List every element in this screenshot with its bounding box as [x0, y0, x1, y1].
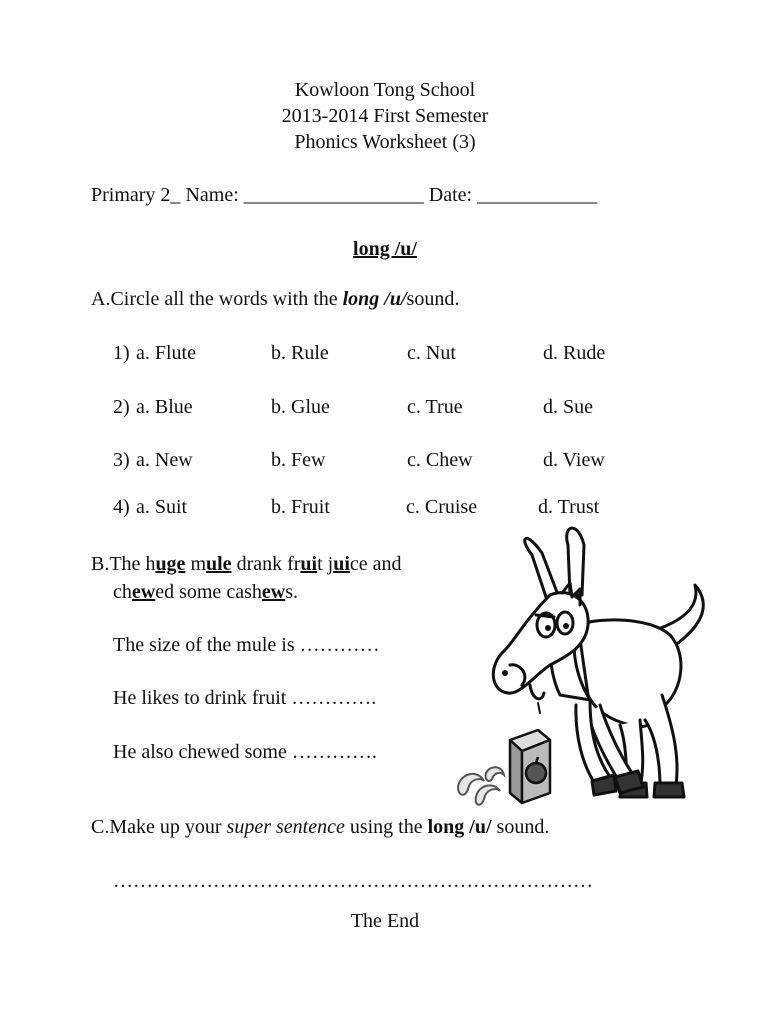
- option-row: [113, 496, 130, 519]
- row-number: 2): [113, 396, 130, 418]
- section-a-instruction: [91, 288, 459, 311]
- section-c-italic: super sentence: [226, 816, 345, 838]
- date-blank[interactable]: ____________: [477, 184, 598, 206]
- option-word[interactable]: c. Chew: [407, 449, 473, 471]
- option-word[interactable]: b. Fruit: [271, 496, 330, 518]
- option-word[interactable]: d. Trust: [538, 496, 600, 518]
- sentence-text: ed some cash: [155, 581, 262, 603]
- semester-title: 2013-2014 First Semester: [281, 105, 489, 127]
- worksheet-title: Phonics Worksheet (3): [294, 131, 476, 153]
- section-b-sentence-line2: [113, 581, 298, 604]
- option-row: [113, 449, 130, 472]
- sentence-text: t j: [317, 553, 334, 575]
- option-word[interactable]: b. Rule: [271, 342, 329, 364]
- sentence-text: m: [185, 553, 206, 575]
- option-row: [113, 396, 130, 419]
- mule-illustration: [450, 525, 720, 815]
- phonics-highlight: ui: [300, 553, 318, 575]
- footer-the-end: The End: [350, 910, 420, 932]
- phonics-highlight: ew: [131, 581, 156, 603]
- date-label: Date:: [428, 184, 473, 206]
- answer-line[interactable]: ………………………………………………………………: [113, 870, 593, 892]
- sentence-text: ce and: [349, 553, 402, 575]
- section-c-text-end: sound.: [491, 816, 550, 838]
- row-number: 3): [113, 449, 130, 471]
- option-word[interactable]: d. View: [543, 449, 605, 471]
- option-word[interactable]: a. Flute: [136, 342, 196, 364]
- section-a-text-end: sound.: [406, 288, 460, 310]
- section-c-label: C.: [91, 816, 110, 838]
- name-blank[interactable]: __________________: [243, 184, 424, 206]
- option-row: [113, 342, 130, 365]
- question-chewed: He also chewed some ………….: [113, 741, 377, 763]
- row-number: 4): [113, 496, 130, 518]
- section-c-instruction: [91, 816, 549, 839]
- class-label: Primary 2_: [91, 184, 181, 206]
- option-word[interactable]: c. Cruise: [406, 496, 478, 518]
- row-number: 1): [113, 342, 130, 364]
- sentence-text: s.: [285, 581, 298, 603]
- phonics-highlight: ule: [206, 553, 232, 575]
- option-word[interactable]: a. New: [136, 449, 193, 471]
- sentence-text: drank fr: [231, 553, 301, 575]
- phonics-highlight: ui: [333, 553, 350, 575]
- option-word[interactable]: b. Few: [271, 449, 326, 471]
- topic-heading: [0, 238, 770, 261]
- section-b-label: B.: [91, 553, 110, 575]
- section-c-text: Make up your: [109, 816, 227, 838]
- sentence-text: The h: [109, 553, 156, 575]
- option-word[interactable]: a. Blue: [136, 396, 193, 418]
- section-a-emphasis: long /u/: [342, 288, 407, 310]
- topic-text: long /u/: [353, 238, 417, 260]
- option-word[interactable]: c. Nut: [407, 342, 456, 364]
- name-label: Name:: [185, 184, 239, 206]
- phonics-highlight: ew: [261, 581, 286, 603]
- option-word[interactable]: a. Suit: [136, 496, 188, 518]
- juice-box-icon: [510, 730, 550, 803]
- section-b-sentence: [91, 553, 402, 576]
- section-a-label: A.: [91, 288, 111, 310]
- option-word[interactable]: c. True: [407, 396, 463, 418]
- section-c-text: using the: [344, 816, 428, 838]
- sentence-text: ch: [113, 581, 132, 603]
- cashew-nuts-icon: [458, 767, 504, 805]
- option-word[interactable]: d. Rude: [543, 342, 606, 364]
- option-word[interactable]: b. Glue: [271, 396, 330, 418]
- option-word[interactable]: d. Sue: [543, 396, 593, 418]
- section-c-bold: long /u/: [427, 816, 492, 838]
- question-drink: He likes to drink fruit ………….: [113, 687, 377, 709]
- section-a-text: Circle all the words with the: [110, 288, 343, 310]
- info-line: [91, 184, 597, 207]
- question-size: The size of the mule is …………: [113, 634, 380, 656]
- phonics-highlight: uge: [155, 553, 186, 575]
- school-name: Kowloon Tong School: [294, 79, 476, 101]
